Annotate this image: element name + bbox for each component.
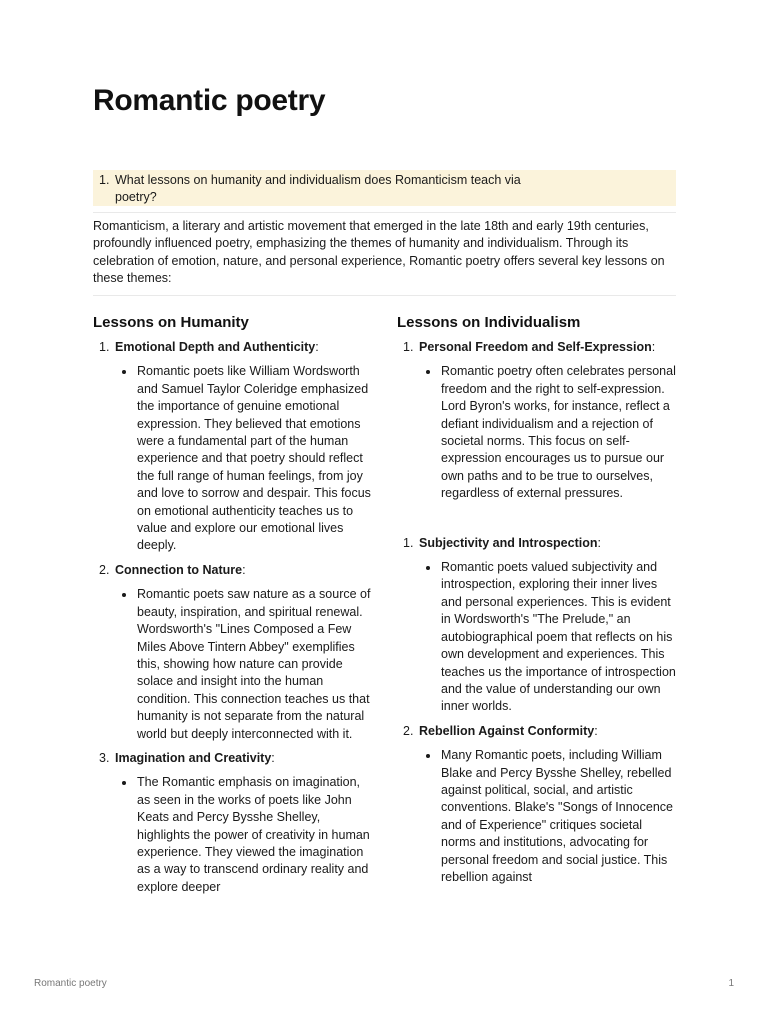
item-title: Connection to Nature — [115, 562, 243, 577]
item-number: 1. — [403, 535, 414, 550]
item-heading: 1. Emotional Depth and Authenticity: — [93, 339, 373, 356]
humanity-heading: Lessons on Humanity — [93, 314, 249, 331]
question-callout — [93, 170, 676, 206]
item-number: 2. — [99, 562, 110, 577]
humanity-section — [93, 314, 373, 896]
item-number: 1. — [403, 340, 414, 354]
item-number: 1. — [99, 340, 110, 354]
item-bullet: Romantic poets saw nature as a source of beauty, inspiration, and spiritual renewal. Wordsworth's "Lines Composed a Few Miles Above Tintern Abbey" exemplifies this, showing how nature can provide solace and insight into the human condition. This connection teaches us that humanity is not separate from the natural world but deeply interconnected with it. — [93, 586, 373, 743]
item-number: 2. — [403, 723, 414, 738]
item-number: 3. — [99, 750, 110, 765]
item-heading: 1. Personal Freedom and Self-Expression: — [397, 339, 679, 356]
question-number: 1. — [99, 173, 110, 187]
item-bullet: Romantic poetry often celebrates personal freedom and the right to self-expression. Lord Byron's works, for instance, reflect a defiant individualism and a rejection of societal norms. This focus on self-expression encourages us to pursue our own paths and to be true to ourselves, regardless of external pressures. — [397, 363, 679, 502]
list-item — [397, 535, 679, 716]
item-title: Personal Freedom and Self-Expression — [419, 340, 652, 354]
item-title: Emotional Depth and Authenticity — [115, 340, 316, 354]
item-heading: 3. Imagination and Creativity: — [93, 750, 373, 767]
item-bullet: Romantic poets valued subjectivity and introspection, exploring their inner lives and personal experiences. This is evident in Wordsworth's "The Prelude," an autobiographical poem that reflects on his own development and experiences. This teaches us the importance of introspection and the value of understanding our own inner worlds. — [397, 559, 679, 716]
intro-paragraph: Romanticism, a literary and artistic movement that emerged in the late 18th and early 19th centuries, profoundly influenced poetry, emphasizing the themes of humanity and individualism. Through its celebration of emotion, nature, and personal experience, Romantic poetry offers several key lessons on these themes: — [93, 219, 665, 286]
divider-bottom — [93, 295, 676, 296]
individualism-section — [397, 314, 679, 886]
individualism-heading: Lessons on Individualism — [397, 314, 581, 331]
list-item — [93, 750, 373, 896]
list-item — [397, 339, 679, 503]
list-item — [93, 339, 373, 555]
item-bullet: The Romantic emphasis on imagination, as seen in the works of poets like John Keats and Percy Bysshe Shelley, highlights the power of creativity in human experience. They viewed the imagination as a way to transcend ordinary reality and explore deeper — [93, 774, 373, 896]
divider-top — [93, 212, 676, 213]
item-heading: 1. Subjectivity and Introspection: — [397, 535, 679, 552]
question-text: What lessons on humanity and individualism does Romanticism teach via poetry? — [115, 173, 521, 204]
item-title: Imagination and Creativity — [115, 750, 272, 765]
footer-doc-name: Romantic poetry — [34, 978, 107, 989]
item-title: Rebellion Against Conformity — [419, 723, 595, 738]
list-item — [397, 723, 679, 887]
item-heading: 2. Rebellion Against Conformity: — [397, 723, 679, 740]
item-title: Subjectivity and Introspection — [419, 535, 598, 550]
footer-page-number: 1 — [728, 978, 734, 989]
item-bullet: Many Romantic poets, including William Blake and Percy Bysshe Shelley, rebelled against political, social, and artistic conventions. Blake's "Songs of Innocence and of Experience" critiques societal norms and institutions, advocating for personal freedom and social justice. This rebellion against — [397, 747, 679, 886]
item-heading: 2. Connection to Nature: — [93, 562, 373, 579]
page-title: Romantic poetry — [93, 84, 326, 117]
list-item — [93, 562, 373, 743]
item-bullet: Romantic poets like William Wordsworth and Samuel Taylor Coleridge emphasized the importance of genuine emotional expression. They believed that emotions were a fundamental part of the human experience and that poetry should reflect the full range of human feelings, from joy and love to sorrow and despair. This focus on emotional authenticity teaches us to value and explore our emotional lives deeply. — [93, 363, 373, 554]
